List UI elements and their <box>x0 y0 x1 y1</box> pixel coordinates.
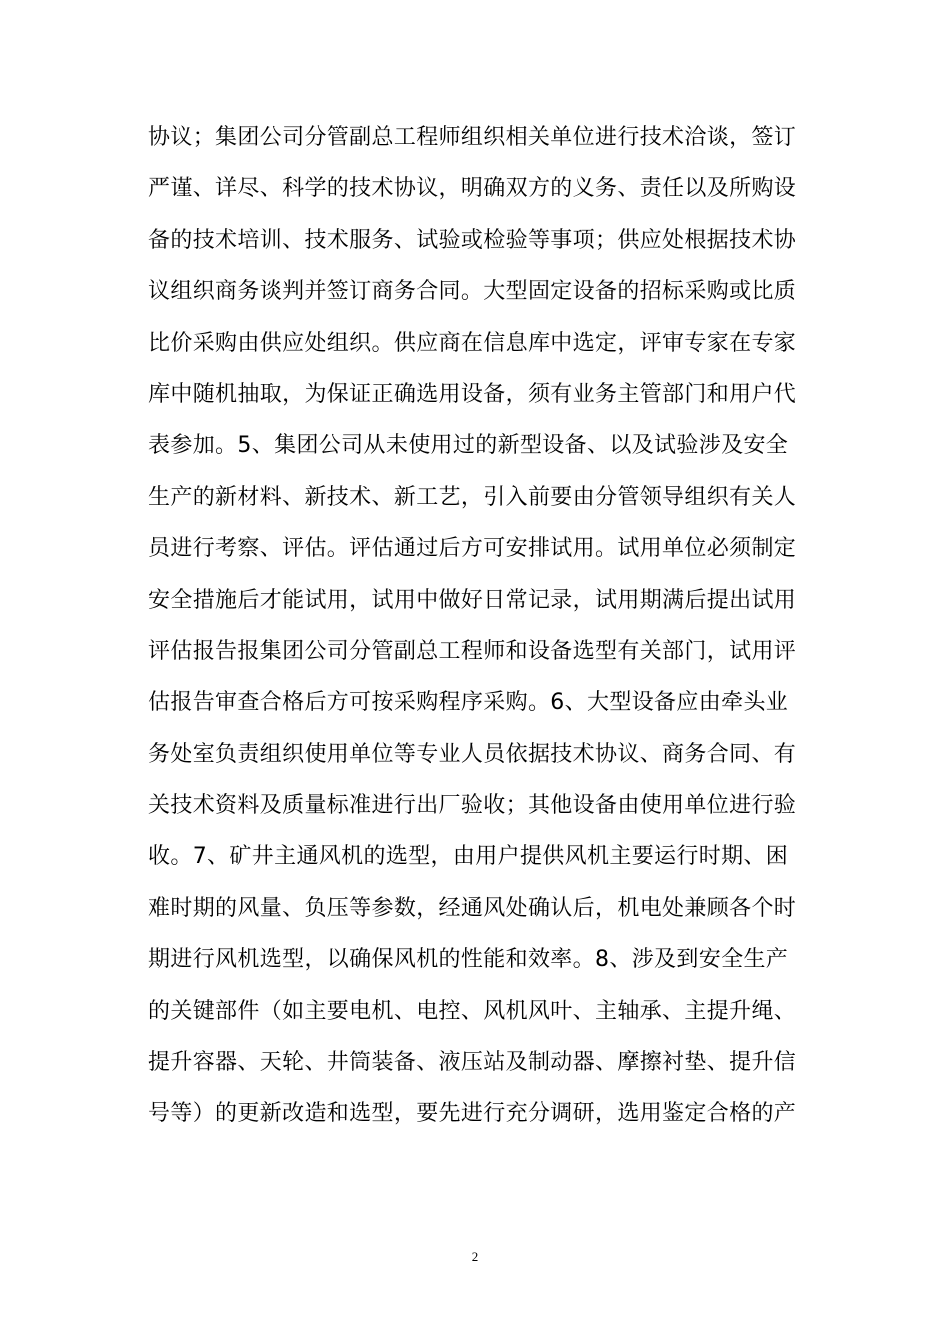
text-line: 收。7、矿井主通风机的选型，由用户提供风机主要运行时期、困 <box>148 844 789 870</box>
text-line: 严谨、详尽、科学的技术协议，明确双方的义务、责任以及所购设 <box>148 176 797 202</box>
text-line: 比价采购由供应处组织。供应商在信息库中选定，评审专家在专家 <box>148 330 797 356</box>
body-text <box>148 112 808 1140</box>
text-line: 提升容器、天轮、井筒装备、液压站及制动器、摩擦衬垫、提升信 <box>148 1050 797 1076</box>
text-line: 库中随机抽取，为保证正确选用设备，须有业务主管部门和用户代 <box>148 381 797 407</box>
text-line: 难时期的风量、负压等参数，经通风处确认后，机电处兼顾各个时 <box>148 895 797 921</box>
page-number: 2 <box>471 1249 479 1264</box>
text-line: 的关键部件（如主要电机、电控、风机风叶、主轴承、主提升绳、 <box>148 998 797 1024</box>
text-line: 备的技术培训、技术服务、试验或检验等事项；供应处根据技术协 <box>148 227 797 253</box>
text-line: 员进行考察、评估。评估通过后方可安排试用。试用单位必须制定 <box>148 536 797 562</box>
text-line: 评估报告报集团公司分管副总工程师和设备选型有关部门，试用评 <box>148 638 797 664</box>
text-line: 号等）的更新改造和选型，要先进行充分调研，选用鉴定合格的产 <box>148 1101 797 1127</box>
text-line: 估报告审查合格后方可按采购程序采购。6、大型设备应由牵头业 <box>148 690 789 716</box>
text-line: 关技术资料及质量标准进行出厂验收；其他设备由使用单位进行验 <box>148 793 797 819</box>
text-line: 议组织商务谈判并签订商务合同。大型固定设备的招标采购或比质 <box>148 279 797 305</box>
text-line: 生产的新材料、新技术、新工艺，引入前要由分管领导组织有关人 <box>148 484 797 510</box>
text-line: 务处室负责组织使用单位等专业人员依据技术协议、商务合同、有 <box>148 741 797 767</box>
text-line: 安全措施后才能试用，试用中做好日常记录，试用期满后提出试用 <box>148 587 797 613</box>
text-line: 表参加。5、集团公司从未使用过的新型设备、以及试验涉及安全 <box>148 433 789 459</box>
text-line: 期进行风机选型，以确保风机的性能和效率。8、涉及到安全生产 <box>148 947 789 973</box>
text-line: 协议；集团公司分管副总工程师组织相关单位进行技术洽谈，签订 <box>148 125 797 150</box>
